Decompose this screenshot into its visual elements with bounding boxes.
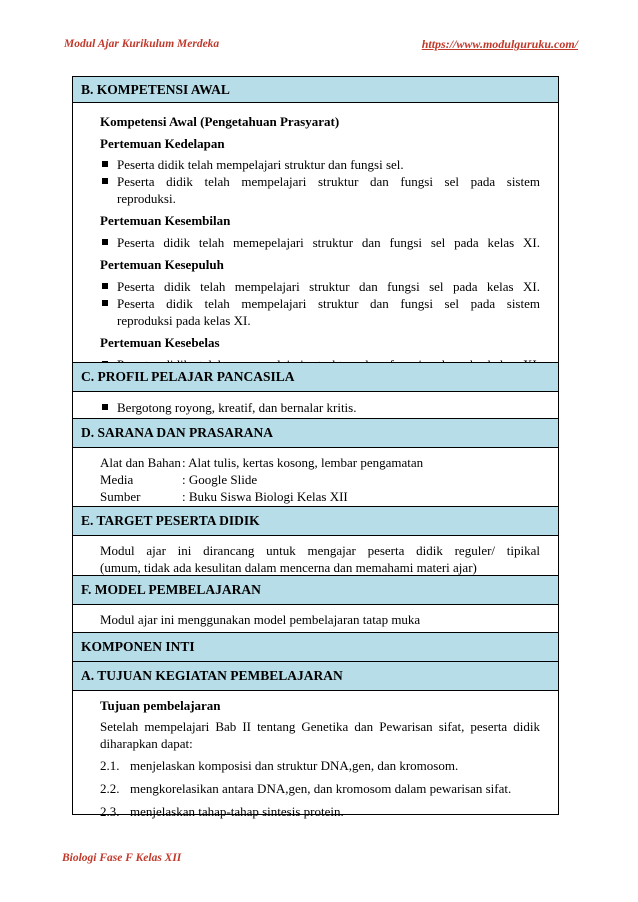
facility-value: : Alat tulis, kertas kosong, lembar pengamatan	[182, 455, 424, 470]
objective-text: menjelaskan komposisi dan struktur DNA,gen, dan kromosom.	[130, 758, 459, 773]
content-table	[72, 76, 559, 819]
facility-row	[100, 488, 540, 505]
meeting-10-title: Pertemuan Kesepuluh	[100, 257, 224, 272]
section-e-heading: E. TARGET PESERTA DIDIK	[73, 506, 558, 536]
section-e-body	[100, 542, 540, 576]
objective-number: 2.2.	[100, 781, 120, 796]
list-item: Peserta didik telah mempelajari struktur dan fungsi sel pada sistem	[100, 173, 540, 190]
facility-value: : Google Slide	[182, 472, 258, 487]
meeting-8-title: Pertemuan Kedelapan	[100, 136, 225, 151]
list-item: Bergotong royong, kreatif, dan bernalar kritis.	[100, 399, 540, 416]
section-c-heading: C. PROFIL PELAJAR PANCASILA	[73, 362, 558, 392]
list-item: Peserta didik telah memepelajari struktur dan fungsi sel pada kelas XI.	[100, 234, 540, 251]
facility-value: : Buku Siswa Biologi Kelas XII	[182, 489, 348, 504]
section-b-body	[100, 113, 540, 373]
meeting-11-title: Pertemuan Kesebelas	[100, 335, 220, 350]
facility-label: Alat dan Bahan	[100, 455, 181, 470]
header-website-link[interactable]: https://www.modulguruku.com/	[421, 37, 578, 51]
objective-text: mengkorelasikan antara DNA,gen, dan kromosom dalam pewarisan sifat.	[130, 781, 512, 796]
list-item: Peserta didik telah mempelajari struktur dan fungsi sel pada sistem	[100, 295, 540, 312]
list-item-continuation: reproduksi pada kelas XI.	[117, 313, 251, 328]
facility-label: Media	[100, 472, 134, 487]
header-module-title: Modul Ajar Kurikulum Merdeka	[64, 38, 220, 50]
facility-label: Sumber	[100, 489, 141, 504]
core-component-heading: KOMPONEN INTI	[73, 632, 558, 662]
list-item: Peserta didik telah mempelajari struktur dan fungsi sel.	[100, 156, 540, 173]
section-b-heading: B. KOMPETENSI AWAL	[73, 77, 558, 103]
model-text: Modul ajar ini menggunakan model pembelajaran tatap muka	[100, 612, 421, 627]
section-a-body	[100, 697, 540, 820]
target-line: (umum, tidak ada kesulitan dalam mencerna dan memahami materi ajar)	[100, 560, 477, 575]
target-line: Modul ajar ini dirancang untuk mengajar peserta didik reguler/ tipikal	[100, 543, 540, 558]
section-d-heading: D. SARANA DAN PRASARANA	[73, 418, 558, 448]
section-c-body	[100, 399, 540, 416]
list-item: Peserta didik telah mempelajari struktur dan fungsi sel pada kelas XI.	[100, 278, 540, 295]
footer-subject: Biologi Fase F Kelas XII	[62, 852, 182, 864]
objective-text: menjelaskan tahap-tahap sintesis protein.	[130, 804, 344, 819]
facility-row	[100, 454, 540, 471]
section-a-heading: A. TUJUAN KEGIATAN PEMBELAJARAN	[73, 661, 558, 691]
objective-intro: Setelah mempelajari Bab II tentang Genetika dan Pewarisan sifat, peserta didik diharapkan dapat:	[100, 719, 540, 751]
objective-number: 2.3.	[100, 804, 120, 819]
list-item-continuation: reproduksi.	[117, 191, 176, 206]
section-f-heading: F. MODEL PEMBELAJARAN	[73, 575, 558, 605]
objective-number: 2.1.	[100, 758, 120, 773]
meeting-9-title: Pertemuan Kesembilan	[100, 213, 231, 228]
section-d-body	[100, 454, 540, 505]
section-f-body	[100, 611, 540, 628]
objective-item	[100, 757, 540, 774]
objective-item	[100, 780, 540, 797]
objective-subtitle: Tujuan pembelajaran	[100, 698, 221, 713]
competency-subtitle: Kompetensi Awal (Pengetahuan Prasyarat)	[100, 114, 340, 129]
objective-item	[100, 803, 540, 820]
facility-row	[100, 471, 540, 488]
